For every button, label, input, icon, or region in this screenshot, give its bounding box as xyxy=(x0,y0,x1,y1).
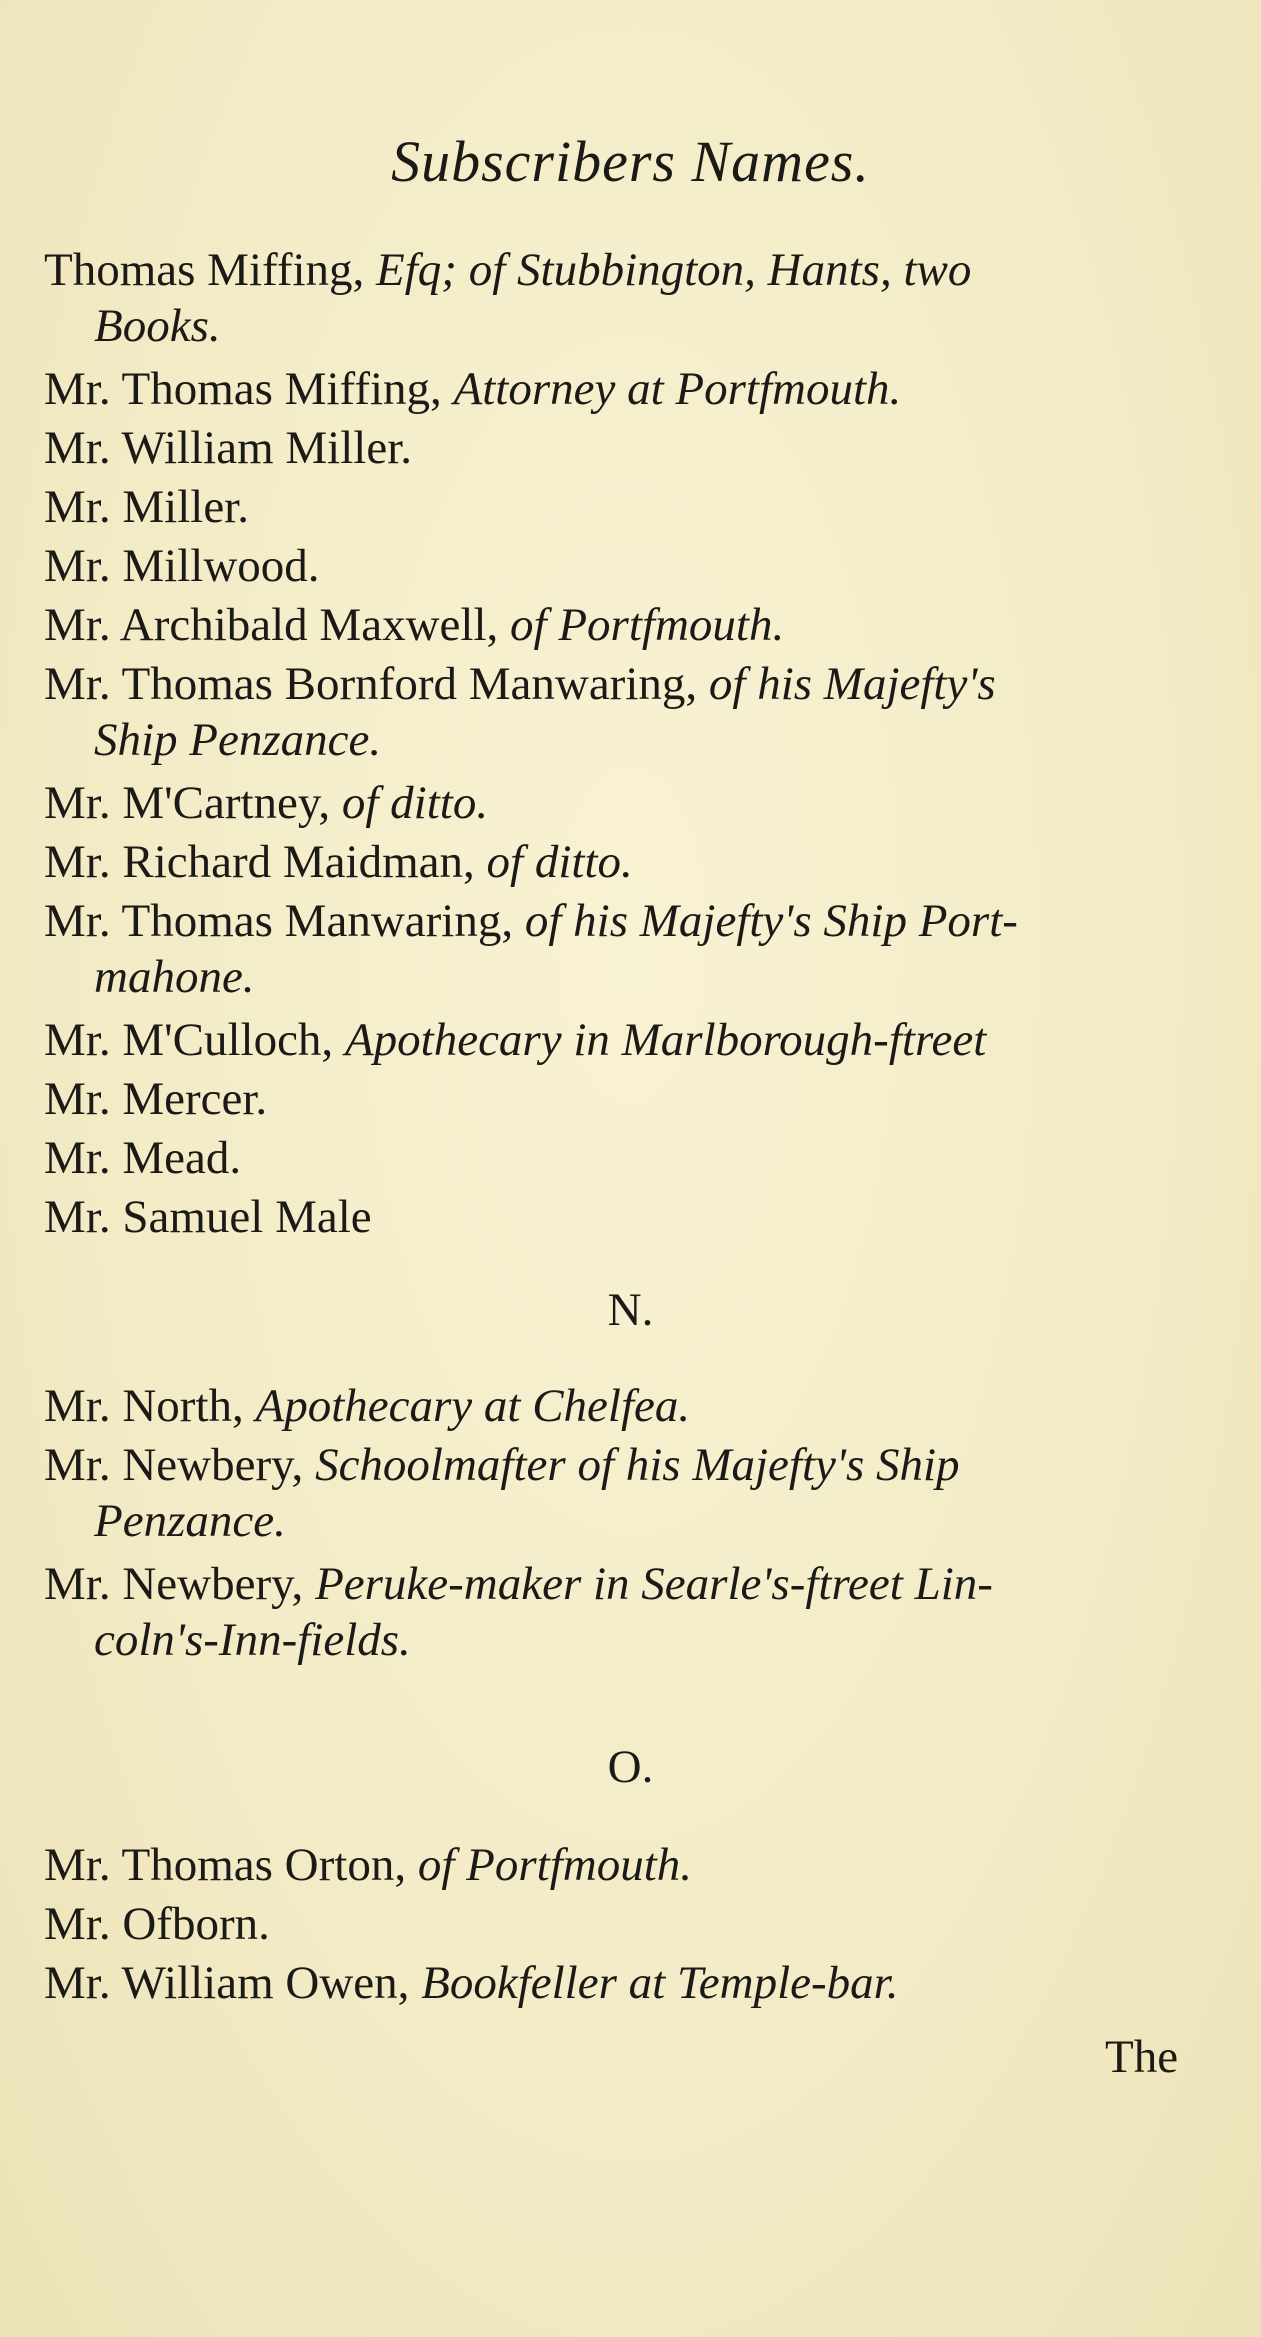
page-title: Subscribers Names. xyxy=(391,129,870,194)
subscriber-name: Mr. Archibald Maxwell, xyxy=(44,599,511,651)
subscriber-entry xyxy=(44,1130,1224,1186)
subscriber-entry xyxy=(44,834,1224,890)
subscriber-entry xyxy=(44,538,1224,594)
subscriber-entry xyxy=(44,656,1224,712)
subscriber-description: Bookfeller at Temple-bar. xyxy=(421,1957,899,2009)
subscriber-name: Mr. Mercer. xyxy=(44,1073,268,1125)
subscriber-name: Mr. William Miller. xyxy=(44,422,413,474)
subscriber-description: Schoolmafter of his Majefty's Ship xyxy=(315,1439,960,1491)
subscriber-entry xyxy=(44,479,1224,535)
subscriber-name: Mr. Newbery, xyxy=(44,1558,316,1610)
subscriber-continuation: Penzance. xyxy=(94,1495,286,1547)
subscriber-continuation: coln's-Inn-fields. xyxy=(94,1614,411,1666)
subscriber-continuation: mahone. xyxy=(94,951,255,1003)
subscriber-name: Mr. Miller. xyxy=(44,481,249,533)
subscriber-name: Mr. Thomas Bornford Manwaring, xyxy=(44,658,709,710)
subscriber-name: Mr. William Owen, xyxy=(44,1957,422,2009)
subscriber-entry xyxy=(44,1012,1224,1068)
subscriber-description: Attorney at Portfmouth. xyxy=(453,363,902,415)
section-heading-n: N. xyxy=(607,1284,654,1336)
subscriber-continuation: Ship Penzance. xyxy=(94,714,382,766)
subscriber-name: Mr. North, xyxy=(44,1380,256,1432)
subscriber-description: of his Majefty's xyxy=(708,658,996,710)
subscriber-entry xyxy=(44,1071,1224,1127)
subscriber-name: Mr. Newbery, xyxy=(44,1439,316,1491)
subscriber-description: of Portfmouth. xyxy=(417,1839,693,1891)
subscriber-entry xyxy=(44,361,1224,417)
subscriber-entry xyxy=(44,1437,1224,1493)
subscriber-name: Mr. Mead. xyxy=(44,1132,242,1184)
subscriber-entry xyxy=(44,1955,1224,2011)
subscriber-name: Mr. Ofborn. xyxy=(44,1898,270,1950)
subscriber-entry xyxy=(44,893,1224,949)
subscriber-entry xyxy=(44,1837,1224,1893)
subscriber-name: Thomas Miffing, xyxy=(44,244,377,296)
subscriber-entry xyxy=(44,1556,1224,1612)
section-heading-o: O. xyxy=(607,1741,654,1793)
subscriber-entry xyxy=(44,597,1224,653)
subscriber-description: Peruke-maker in Searle's-ftreet Lin- xyxy=(315,1558,993,1610)
subscriber-name: Mr. Thomas Orton, xyxy=(44,1839,418,1891)
subscriber-name: Mr. Richard Maidman, xyxy=(44,836,487,888)
subscriber-continuation: Books. xyxy=(94,300,221,352)
subscriber-name: Mr. Samuel Male xyxy=(44,1191,372,1243)
subscriber-entry xyxy=(44,775,1224,831)
subscriber-entry xyxy=(44,1896,1224,1952)
subscriber-description: Apothecary at Chelfea. xyxy=(255,1380,691,1432)
subscriber-name: Mr. M'Cartney, xyxy=(44,777,342,829)
subscriber-description: of his Majefty's Ship Port- xyxy=(524,895,1018,947)
subscriber-entry xyxy=(44,1189,1224,1245)
subscriber-entry xyxy=(44,242,1224,298)
subscriber-entry xyxy=(44,420,1224,476)
subscriber-description: Efq; of Stubbington, Hants, two xyxy=(376,244,972,296)
subscriber-description: of Portfmouth. xyxy=(510,599,785,651)
subscriber-name: Mr. Thomas Miffing, xyxy=(44,363,454,415)
subscriber-description: Apothecary in Marlborough-ftreet xyxy=(344,1014,987,1066)
subscriber-entry xyxy=(44,1378,1224,1434)
subscriber-description: of ditto. xyxy=(341,777,489,829)
subscriber-description: of ditto. xyxy=(486,836,633,888)
subscriber-name: Mr. Millwood. xyxy=(44,540,320,592)
catchword: The xyxy=(1105,2031,1179,2083)
subscriber-name: Mr. Thomas Manwaring, xyxy=(44,895,525,947)
subscriber-name: Mr. M'Culloch, xyxy=(44,1014,345,1066)
